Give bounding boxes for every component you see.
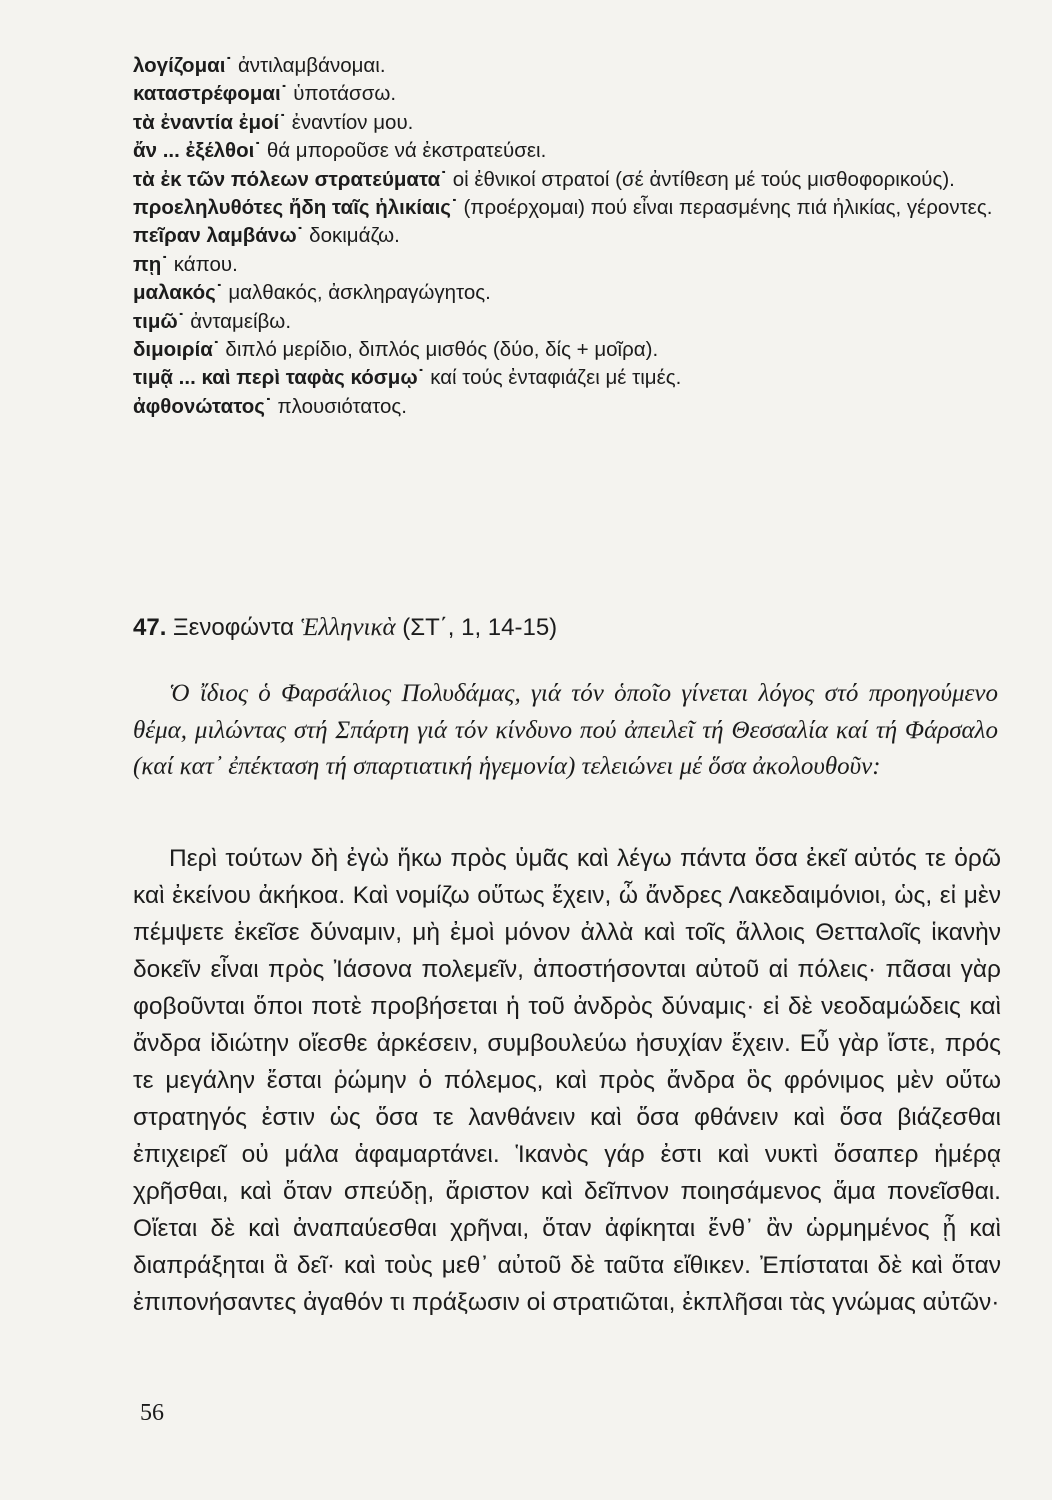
glossary bbox=[133, 52, 1013, 421]
glossary-definition: θά μποροῦσε νά ἐκστρατεύσει. bbox=[266, 139, 547, 163]
section-work-title: Ἑλληνικὰ bbox=[300, 614, 396, 641]
glossary-entry: τιμᾷ ... καὶ περὶ ταφὰς κόσμῳ˙ καί τούς ἐνταφιάζει μέ τιμές. bbox=[133, 366, 682, 390]
glossary-entry: καταστρέφομαι˙ ὑποτάσσω. bbox=[133, 82, 397, 106]
glossary-entry: προεληλυθότες ἤδη ταῖς ἡλικίαις˙ (προέρχομαι) πού εἶναι περασμένης πιά ἡλικίας, γέροντες. bbox=[133, 196, 993, 220]
glossary-entry: τιμῶ˙ ἀνταμείβω. bbox=[133, 309, 292, 333]
glossary-term: τιμῶ bbox=[133, 309, 178, 333]
glossary-term: καταστρέφομαι bbox=[133, 82, 281, 106]
glossary-term: τὰ ἐκ τῶν πόλεων στρατεύματα bbox=[133, 167, 441, 191]
glossary-term: προεληλυθότες ἤδη ταῖς ἡλικίαις bbox=[133, 196, 451, 220]
glossary-definition: ἐναντίον μου. bbox=[291, 110, 414, 134]
glossary-term: τιμᾷ ... καὶ περὶ ταφὰς κόσμῳ bbox=[133, 366, 418, 390]
glossary-entry: λογίζομαι˙ ἀντιλαμβάνομαι. bbox=[133, 54, 386, 77]
section-author: Ξενοφώντα bbox=[173, 614, 295, 641]
glossary-term: πεῖραν λαμβάνω bbox=[133, 224, 297, 248]
ancient-text-paragraph: Περὶ τούτων δὴ ἐγὼ ἥκω πρὸς ὑμᾶς καὶ λέγω πάντα ὅσα ἐκεῖ αὐτός τε ὁρῶ καὶ ἐκείνου ἀκήκοα. Καὶ νομίζω οὕτως ἔχειν, ὦ ἄνδρες Λακεδαιμόνιοι, ὡς, εἰ μὲν πέμψετε ἐκεῖσε δύναμιν, μὴ ἐμοὶ μόνον ἀλλὰ καὶ τοῖς ἄλλοις Θετταλοῖς ἱκανὴν δοκεῖν εἶναι πρὸς Ἰάσονα πολεμεῖν, ἀποστήσονται αὐτοῦ αἱ πόλεις· πᾶσαι γὰρ φοβοῦνται ὅποι ποτὲ προβήσεται ἡ τοῦ ἀνδρὸς δύναμις· εἰ δὲ νεοδαμώδεις καὶ ἄνδρα ἰδιώτην οἴεσθε ἀρκέσειν, συμβουλεύω ἡσυχίαν ἔχειν. Εὖ γὰρ ἴστε, πρός τε μεγάλην ἔσται ῥώμην ὁ πόλεμος, καὶ πρὸς ἄνδρα ὃς φρόνιμος μὲν οὕτω στρατηγός ἐστιν ὡς ὅσα τε λανθάνειν καὶ ὅσα φθάνειν καὶ ὅσα βιάζεσθαι ἐπιχειρεῖ οὐ μάλα ἁφαμαρτάνει. Ἱκανὸς γάρ ἐστι καὶ νυκτὶ ὅσαπερ ἡμέρᾳ χρῆσθαι, καὶ ὅταν σπεύδῃ, ἄριστον καὶ δεῖπνον ποιησάμενος ἅμα πονεῖσθαι. Οἴεται δὲ καὶ ἀναπαύεσθαι χρῆναι, ὅταν ἀφίκηται ἔνθ᾽ ἂν ὡρμημένος ᾖ καὶ διαπράξηται ἃ δεῖ· καὶ τοὺς μεθ᾽ αὐτοῦ δὲ ταῦτα εἴθικεν. Ἐπίσταται δὲ καὶ ὅταν ἐπιπονήσαντες ἀγαθόν τι πράξωσιν οἱ στρατιῶται, ἐκπλῆσαι τὰς γνώμας αὐτῶν· bbox=[133, 845, 1001, 1316]
glossary-entry: πῃ˙ κάπου. bbox=[133, 252, 238, 276]
glossary-definition: μαλθακός, ἀσκληραγώγητος. bbox=[228, 281, 491, 305]
glossary-term: ἄν ... ἐξέλθοι bbox=[133, 139, 255, 163]
section-reference: (ΣΤ΄, 1, 14-15) bbox=[402, 614, 558, 641]
glossary-entry: ἄν ... ἐξέλθοι˙ θά μποροῦσε νά ἐκστρατεύσει. bbox=[133, 139, 547, 163]
glossary-definition: πλουσιότατος. bbox=[277, 394, 407, 418]
glossary-definition: διπλό μερίδιο, διπλός μισθός (δύο, δίς + μοῖρα). bbox=[225, 338, 659, 362]
glossary-term: πῃ bbox=[133, 252, 162, 276]
glossary-entry: πεῖραν λαμβάνω˙ δοκιμάζω. bbox=[133, 224, 400, 248]
glossary-definition: ἀνταμείβω. bbox=[190, 309, 292, 333]
glossary-entry: τὰ ἐναντία ἐμοί˙ ἐναντίον μου. bbox=[133, 110, 414, 134]
glossary-term: διμοιρία bbox=[133, 338, 213, 362]
glossary-term: μαλακός bbox=[133, 281, 216, 305]
section-number: 47. bbox=[133, 614, 167, 641]
page-number: 56 bbox=[140, 1400, 164, 1426]
glossary-definition: (προέρχομαι) πού εἶναι περασμένης πιά ἡλικίας, γέροντες. bbox=[463, 196, 993, 220]
glossary-definition: ὑποτάσσω. bbox=[293, 82, 397, 106]
glossary-definition: καί τούς ἐνταφιάζει μέ τιμές. bbox=[430, 366, 682, 390]
glossary-entry: τὰ ἐκ τῶν πόλεων στρατεύματα˙ οἱ ἐθνικοί στρατοί (σέ ἀντίθεση μέ τούς μισθοφορικούς). bbox=[133, 167, 955, 191]
glossary-definition: οἱ ἐθνικοί στρατοί (σέ ἀντίθεση μέ τούς μισθοφορικούς). bbox=[452, 167, 955, 191]
glossary-definition: κάπου. bbox=[173, 252, 238, 276]
glossary-definition: ἀντιλαμβάνομαι. bbox=[237, 54, 386, 77]
section-heading bbox=[133, 612, 1013, 644]
intro-paragraph: Ὁ ἴδιος ὁ Φαρσάλιος Πολυδάμας, γιά τόν ὁποῖο γίνεται λόγος στό προηγούμενο θέμα, μιλώντας στή Σπάρτη γιά τόν κίνδυνο πού ἀπειλεῖ τή Θεσσαλία καί τή Φάρσαλο (καί κατ᾽ ἐπέκταση τή σπαρτιατική ἡγεμονία) τελειώνει μέ ὅσα ἀκολουθοῦν: bbox=[133, 680, 998, 780]
glossary-entry: ἀφθονώτατος˙ πλουσιότατος. bbox=[133, 394, 407, 418]
glossary-term: ἀφθονώτατος bbox=[133, 394, 265, 418]
glossary-entry: διμοιρία˙ διπλό μερίδιο, διπλός μισθός (δύο, δίς + μοῖρα). bbox=[133, 338, 659, 362]
glossary-definition: δοκιμάζω. bbox=[309, 224, 400, 248]
glossary-term: τὰ ἐναντία ἐμοί bbox=[133, 110, 280, 134]
glossary-term: λογίζομαι bbox=[133, 54, 226, 77]
glossary-entry: μαλακός˙ μαλθακός, ἀσκληραγώγητος. bbox=[133, 281, 491, 305]
